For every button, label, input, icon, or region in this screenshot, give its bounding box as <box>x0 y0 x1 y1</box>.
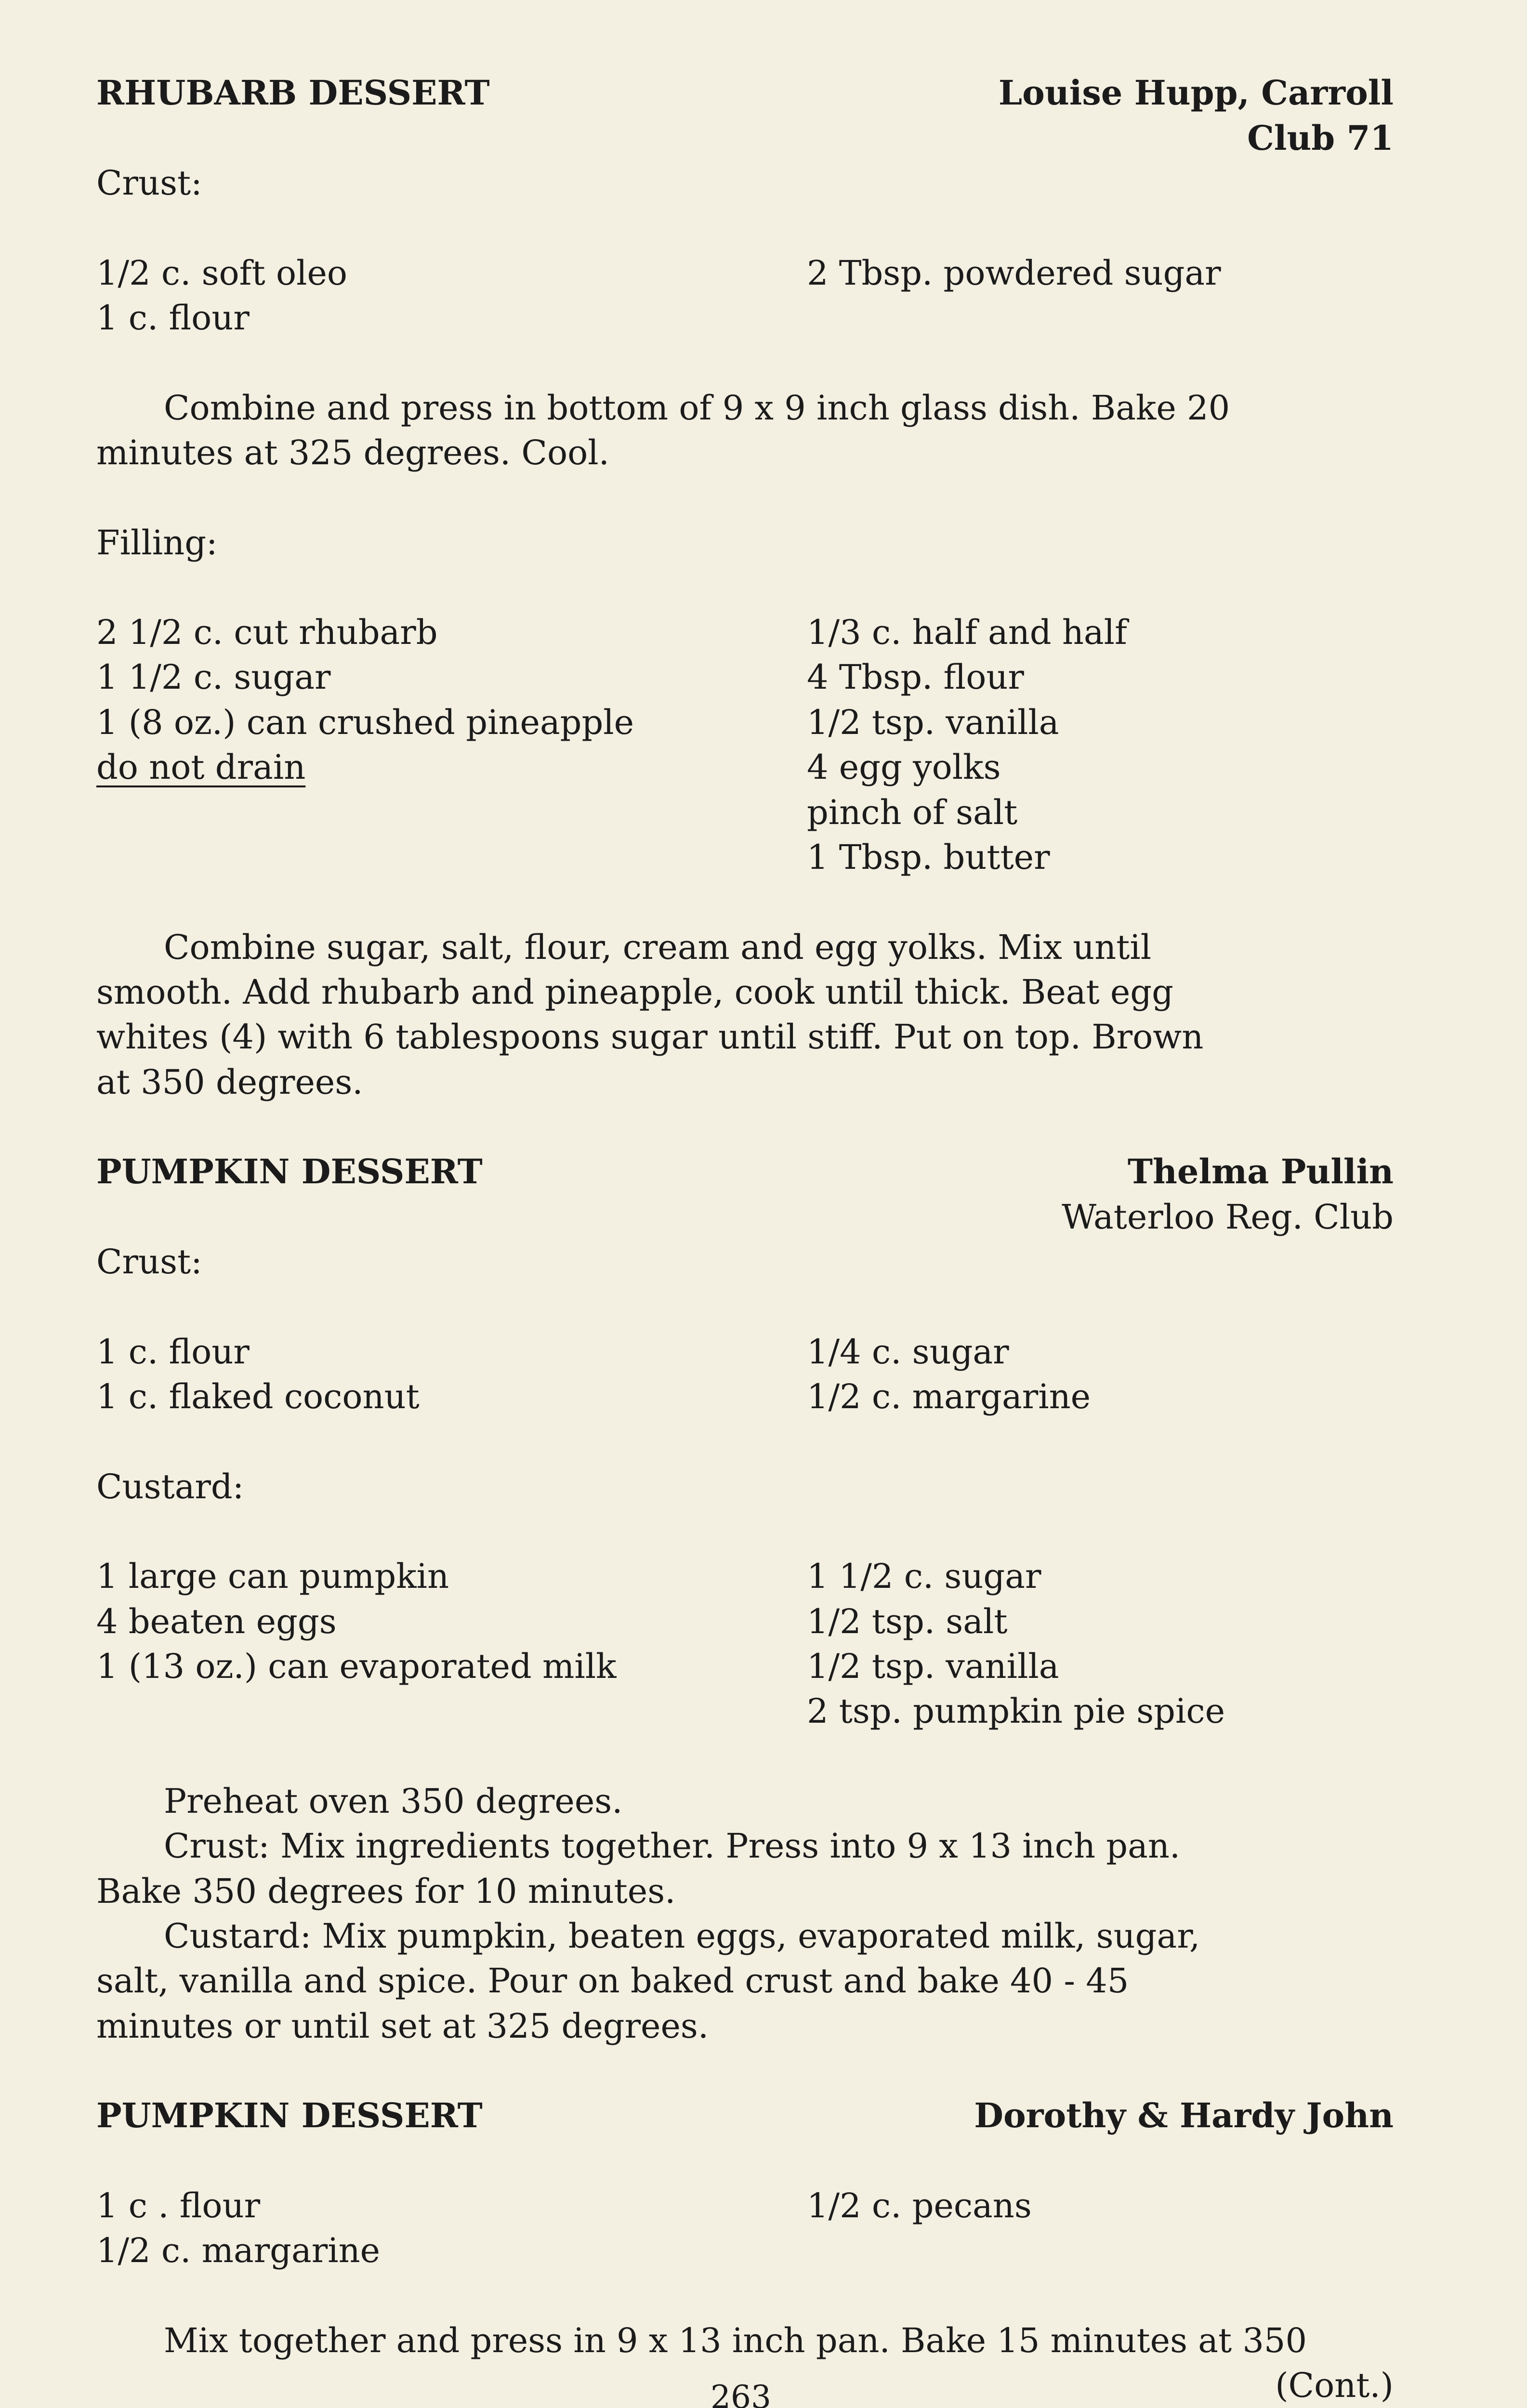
ingredient: 1 c . flour <box>96 2186 261 2225</box>
ingredient: 2 tsp. pumpkin pie spice <box>807 1691 1225 1731</box>
ingredient: 1/2 tsp. vanilla <box>807 1647 1059 1686</box>
ingredient: 4 beaten eggs <box>96 1602 337 1641</box>
direction-line: Combine and press in bottom of 9 x 9 inch glass dish. Bake 20 <box>164 388 1230 428</box>
page-number: 263 <box>711 2379 771 2408</box>
direction-line: Custard: Mix pumpkin, beaten eggs, evaporated milk, sugar, <box>164 1916 1200 1956</box>
section-heading-crust: Crust: <box>96 1242 202 1282</box>
recipe-author: Thelma Pullin <box>1127 1152 1394 1191</box>
direction-line: smooth. Add rhubarb and pineapple, cook until thick. Beat egg <box>96 972 1173 1012</box>
ingredient: 1/2 c. margarine <box>96 2231 381 2270</box>
recipe-author-club: Waterloo Reg. Club <box>1062 1197 1394 1237</box>
ingredient: 1/2 c. pecans <box>807 2186 1032 2225</box>
recipe-title: PUMPKIN DESSERT <box>96 1152 483 1191</box>
recipe-author: Dorothy & Hardy John <box>974 2095 1394 2135</box>
ingredient: 1 c. flaked coconut <box>96 1377 420 1416</box>
ingredient: 1 large can pumpkin <box>96 1557 449 1596</box>
ingredient: 1 c. flour <box>96 1332 250 1372</box>
ingredient: 1 (13 oz.) can evaporated milk <box>96 1647 617 1686</box>
direction-line: minutes or until set at 325 degrees. <box>96 2006 709 2046</box>
direction-line: salt, vanilla and spice. Pour on baked crust and bake 40 - 45 <box>96 1961 1129 2001</box>
direction-line: Mix together and press in 9 x 13 inch pan. Bake 15 minutes at 350 <box>164 2321 1307 2360</box>
ingredient: 1/2 c. margarine <box>807 1377 1091 1416</box>
ingredient: pinch of salt <box>807 793 1018 832</box>
direction-line: Preheat oven 350 degrees. <box>164 1781 623 1821</box>
ingredient: 1/3 c. half and half <box>807 613 1127 652</box>
ingredient: 4 Tbsp. flour <box>807 657 1024 697</box>
recipe-author-club: Club 71 <box>1247 118 1394 158</box>
ingredient: 2 1/2 c. cut rhubarb <box>96 613 438 652</box>
section-heading-filling: Filling: <box>96 523 218 563</box>
ingredient: 1/2 tsp. vanilla <box>807 703 1059 742</box>
ingredient: 1 c. flour <box>96 298 250 338</box>
recipe-title: RHUBARB DESSERT <box>96 73 490 113</box>
direction-line: Crust: Mix ingredients together. Press into 9 x 13 inch pan. <box>164 1826 1181 1866</box>
ingredient: 1 1/2 c. sugar <box>807 1557 1041 1596</box>
ingredient: 1/4 c. sugar <box>807 1332 1009 1372</box>
direction-line: Combine sugar, salt, flour, cream and egg yolks. Mix until <box>164 928 1152 967</box>
recipe-author: Louise Hupp, Carroll <box>998 73 1394 113</box>
ingredient: 4 egg yolks <box>807 747 1001 787</box>
continued-note: (Cont.) <box>1275 2366 1394 2405</box>
ingredient: 1/2 tsp. salt <box>807 1602 1008 1641</box>
ingredient-note: do not drain <box>96 747 306 787</box>
ingredient: 1/2 c. soft oleo <box>96 253 348 293</box>
ingredient: 1 (8 oz.) can crushed pineapple <box>96 703 634 742</box>
ingredient: 1 1/2 c. sugar <box>96 657 331 697</box>
direction-line: whites (4) with 6 tablespoons sugar until stiff. Put on top. Brown <box>96 1017 1204 1057</box>
ingredient: 1 Tbsp. butter <box>807 838 1050 877</box>
recipe-title: PUMPKIN DESSERT <box>96 2095 483 2135</box>
direction-line: Bake 350 degrees for 10 minutes. <box>96 1871 676 1911</box>
ingredient: 2 Tbsp. powdered sugar <box>807 253 1221 293</box>
section-heading-crust: Crust: <box>96 163 202 203</box>
direction-line: at 350 degrees. <box>96 1062 363 1102</box>
section-heading-custard: Custard: <box>96 1467 244 1506</box>
direction-line: minutes at 325 degrees. Cool. <box>96 433 609 472</box>
